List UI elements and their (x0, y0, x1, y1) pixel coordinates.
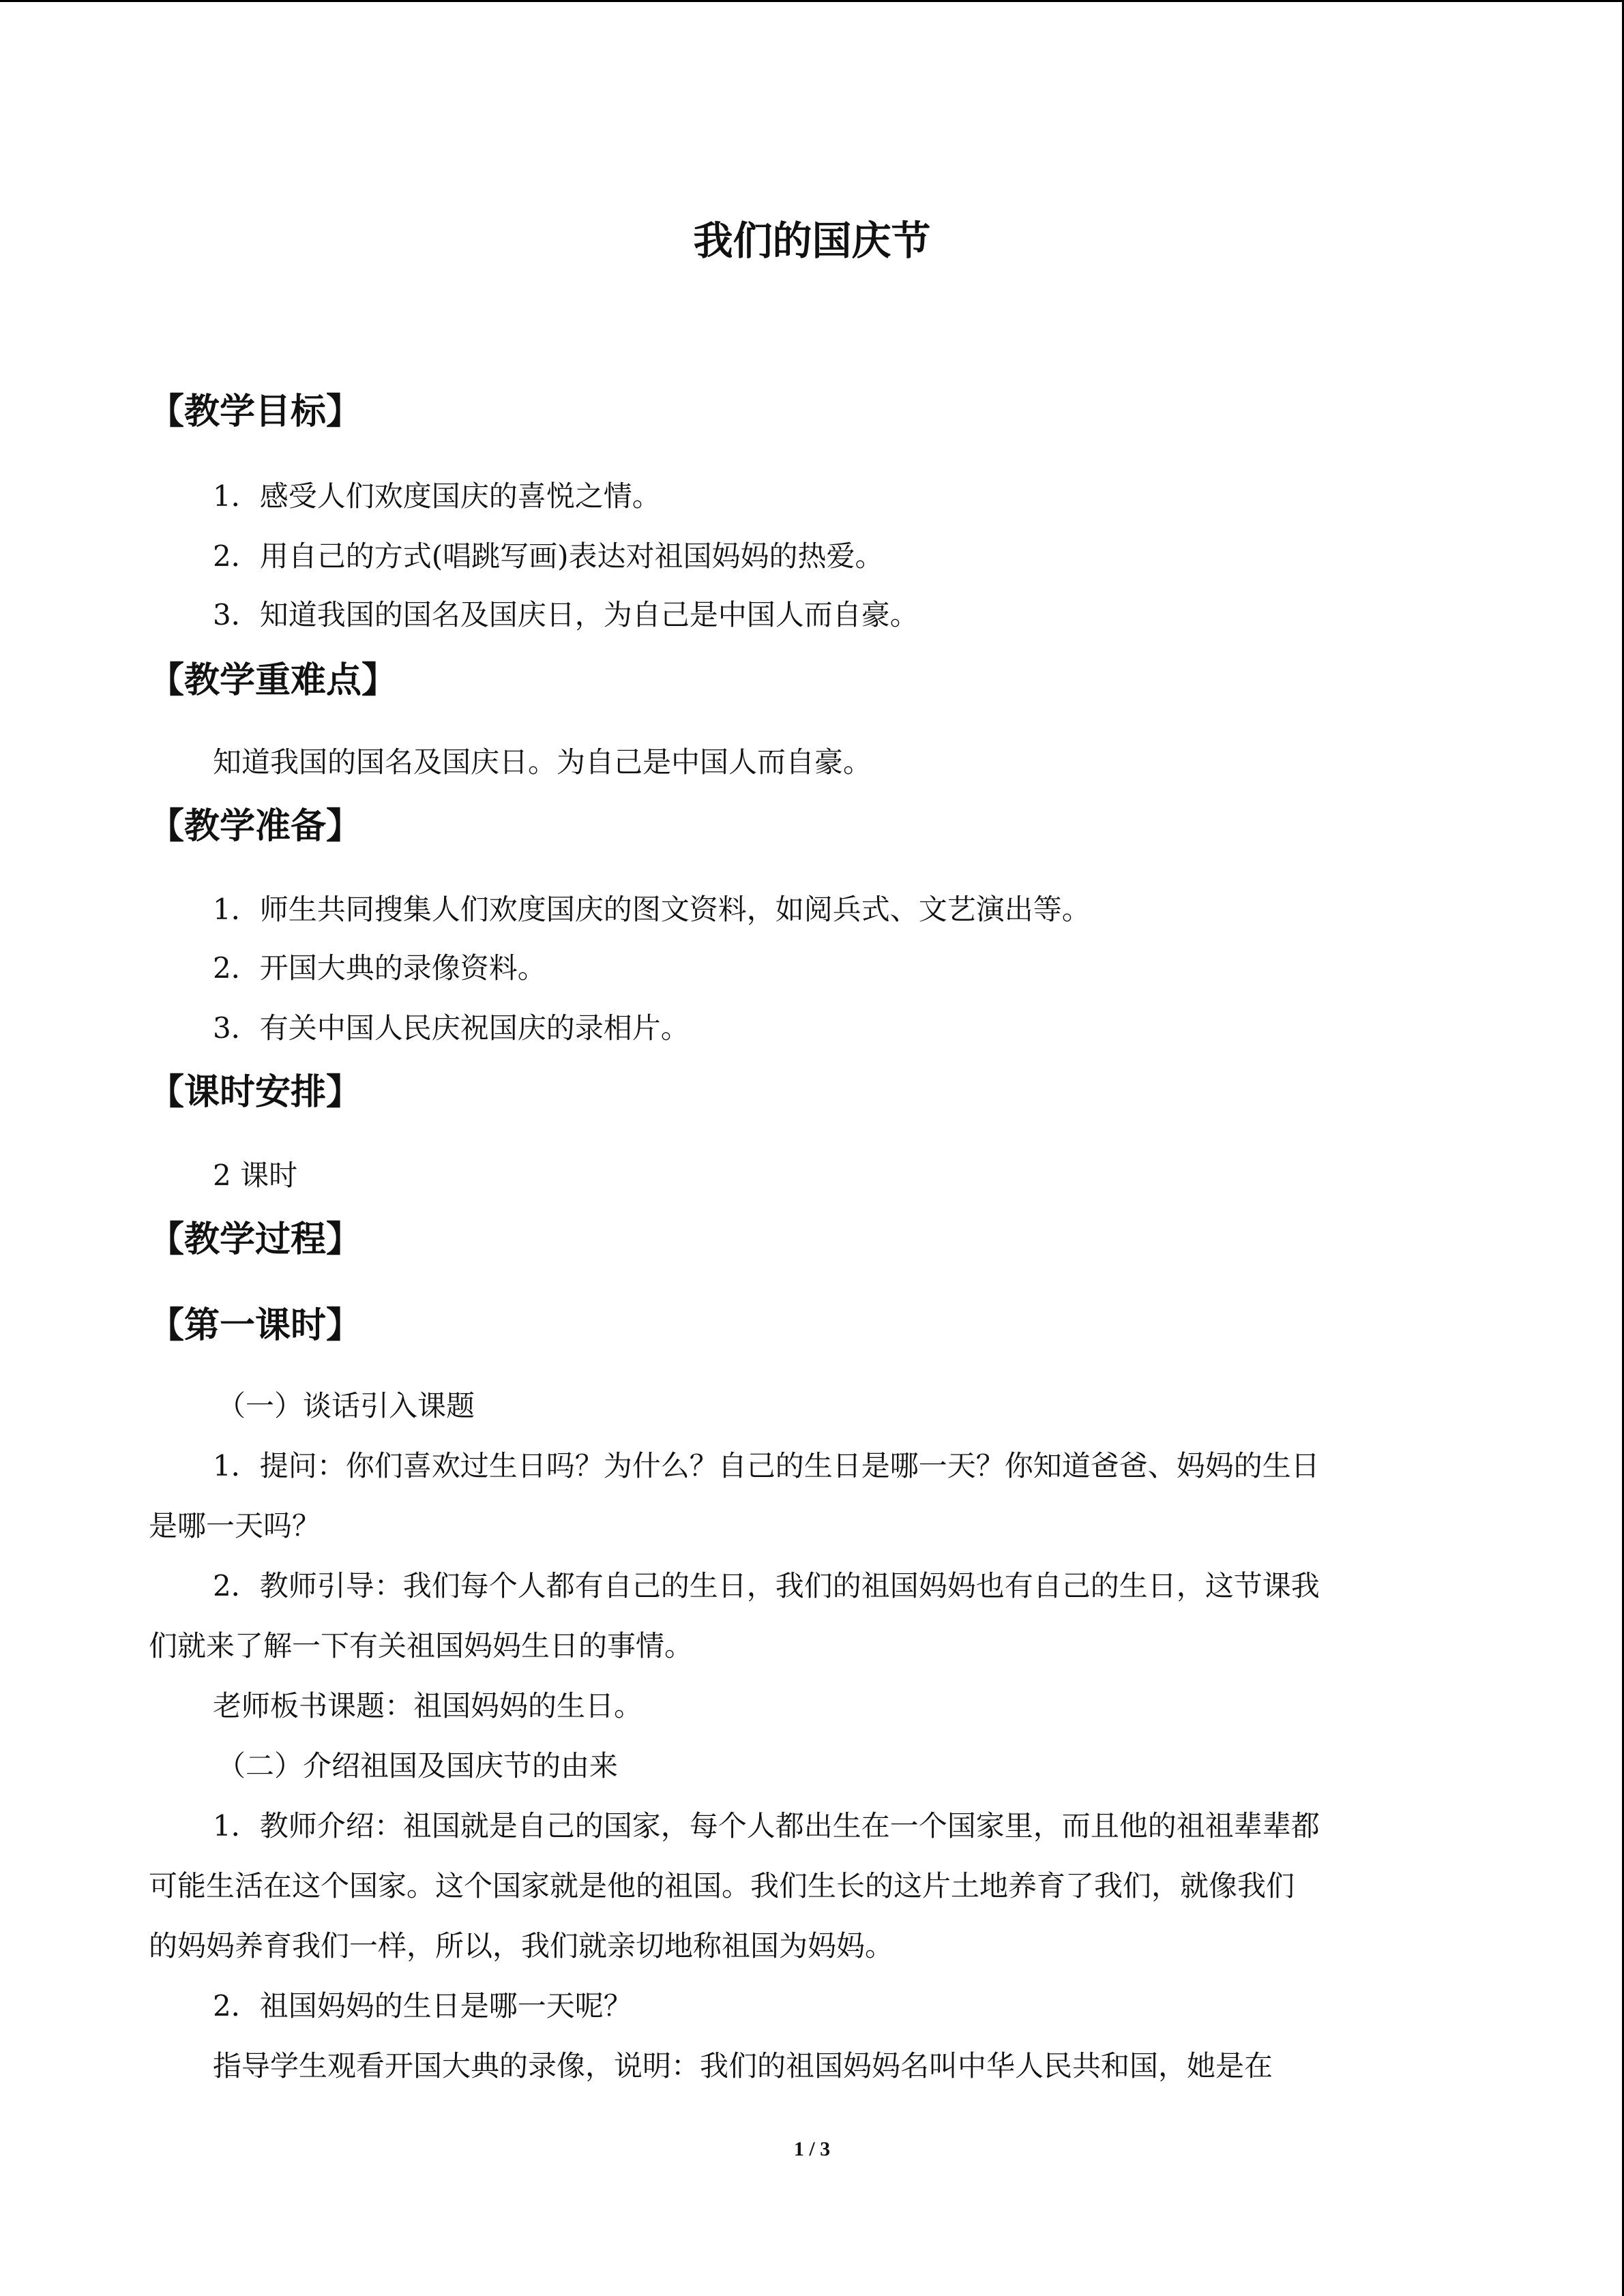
goal-item-1: 1．感受人们欢度国庆的喜悦之情。 (213, 479, 661, 513)
lesson1-p5: 2．祖国妈妈的生日是哪一天呢？ (213, 1989, 632, 2023)
lesson1-p4-line1: 1．教师介绍：祖国就是自己的国家，每个人都出生在一个国家里，而且他的祖祖辈辈都 (213, 1809, 1320, 1843)
goal-item-3: 3．知道我国的国名及国庆日，为自己是中国人而自豪。 (213, 598, 919, 631)
heading-teaching-goals: 【教学目标】 (149, 391, 362, 432)
preparation-item-2: 2．开国大典的录像资料。 (213, 951, 546, 985)
lesson1-p2-line2: 们就来了解一下有关祖国妈妈生日的事情。 (149, 1629, 694, 1663)
page-number: 1 / 3 (793, 2138, 831, 2160)
key-points-text: 知道我国的国名及国庆日。为自己是中国人而自豪。 (213, 745, 872, 779)
lesson1-p4-line2: 可能生活在这个国家。这个国家就是他的祖国。我们生长的这片土地养育了我们，就像我们 (149, 1869, 1295, 1903)
heading-preparation: 【教学准备】 (149, 806, 362, 847)
lesson1-p3: 老师板书课题：祖国妈妈的生日。 (213, 1689, 643, 1723)
lesson1-p6-line1: 指导学生观看开国大典的录像，说明：我们的祖国妈妈名叫中华人民共和国，她是在 (213, 2049, 1273, 2083)
preparation-item-1: 1．师生共同搜集人们欢度国庆的图文资料，如阅兵式、文艺演出等。 (213, 893, 1091, 926)
lesson1-p4-line3: 的妈妈养育我们一样，所以，我们就亲切地称祖国为妈妈。 (149, 1929, 894, 1963)
goal-item-2: 2．用自己的方式(唱跳写画)表达对祖国妈妈的热爱。 (213, 539, 884, 573)
lesson1-p2-line1: 2．教师引导：我们每个人都有自己的生日，我们的祖国妈妈也有自己的生日，这节课我 (213, 1569, 1320, 1602)
lesson1-p1-line1: 1．提问：你们喜欢过生日吗？为什么？自己的生日是哪一天？你知道爸爸、妈妈的生日 (213, 1449, 1320, 1482)
heading-lesson-1: 【第一课时】 (149, 1305, 362, 1346)
heading-schedule: 【课时安排】 (149, 1072, 362, 1113)
lesson1-part1-title: （一）谈话引入课题 (217, 1389, 475, 1422)
lesson1-part2-title: （二）介绍祖国及国庆节的由来 (217, 1749, 619, 1783)
lesson1-p1-line2: 是哪一天吗？ (149, 1509, 321, 1542)
heading-process: 【教学过程】 (149, 1219, 362, 1260)
schedule-text: 2 课时 (213, 1159, 298, 1192)
document-title: 我们的国庆节 (693, 218, 931, 264)
preparation-item-3: 3．有关中国人民庆祝国庆的录相片。 (213, 1011, 690, 1045)
heading-key-points: 【教学重难点】 (149, 660, 398, 701)
